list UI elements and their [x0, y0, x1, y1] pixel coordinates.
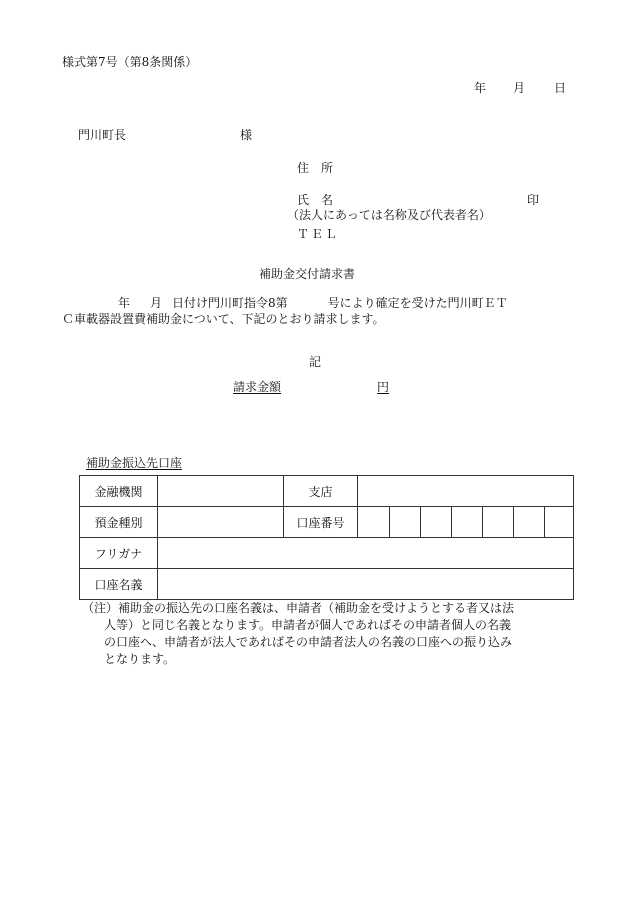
body-month: 月: [150, 296, 163, 310]
note-line-3: の口座へ、申請者が法人であればその申請者法人の名義の口座への振り込み: [104, 635, 513, 649]
account-name-field[interactable]: [158, 569, 574, 600]
account-digit-4[interactable]: [452, 507, 483, 538]
account-digit-5[interactable]: [483, 507, 514, 538]
account-number-label: 口座番号: [284, 507, 358, 538]
body-line1-end: 号により確定を受けた門川町ＥＴ: [327, 296, 508, 310]
name-label: 氏 名: [297, 193, 334, 207]
request-line-1: [62, 295, 577, 311]
account-digit-1[interactable]: [358, 507, 390, 538]
date-day-label: 日: [554, 81, 567, 95]
form-number-label: 様式第7号（第8条関係）: [62, 55, 198, 69]
note-line-2: 人等）と同じ名義となります。申請者が個人であればその申請者個人の名義: [104, 618, 512, 632]
amount-label: 請求金額: [233, 380, 282, 394]
table-row: [80, 538, 574, 569]
address-label: 住 所: [297, 161, 334, 175]
addressee-honorific: 様: [240, 128, 253, 142]
institution-label: 金融機関: [80, 476, 158, 507]
account-digit-6[interactable]: [514, 507, 545, 538]
deposit-type-label: 預金種別: [80, 507, 158, 538]
note-line-4: となります。: [104, 652, 176, 666]
table-row: [80, 476, 574, 507]
branch-field[interactable]: [358, 476, 574, 507]
addressee-name: 門川町長: [78, 128, 127, 142]
amount-line: [233, 380, 389, 395]
branch-label: 支店: [284, 476, 358, 507]
request-line-2: Ｃ車載器設置費補助金について、下記のとおり請求します。: [62, 312, 385, 326]
furigana-field[interactable]: [158, 538, 574, 569]
corporate-note: （法人にあっては名称及び代表者名）: [287, 208, 491, 222]
table-row: [80, 507, 574, 538]
account-digit-7[interactable]: [545, 507, 574, 538]
table-row: [80, 569, 574, 600]
bank-account-table: [79, 475, 574, 600]
body-year: 年: [118, 296, 131, 310]
institution-field[interactable]: [158, 476, 284, 507]
deposit-type-field[interactable]: [158, 507, 284, 538]
ki-heading: 記: [309, 355, 322, 369]
document-title: 補助金交付請求書: [259, 267, 356, 281]
account-name-label: 口座名義: [80, 569, 158, 600]
account-digit-2[interactable]: [390, 507, 421, 538]
tel-label: ＴＥＬ: [297, 227, 340, 241]
note-line-1: （注）補助金の振込先の口座名義は、申請者（補助金を受けようとする者又は法: [82, 601, 515, 615]
account-digit-3[interactable]: [421, 507, 452, 538]
date-month-label: 月: [513, 81, 526, 95]
furigana-label: フリガナ: [80, 538, 158, 569]
body-directive: 日付け門川町指令8第: [172, 296, 288, 310]
note-block: [82, 600, 574, 668]
request-paragraph: [62, 295, 577, 327]
bank-section-title: 補助金振込先口座: [86, 456, 183, 470]
date-year-label: 年: [474, 81, 487, 95]
seal-mark: 印: [527, 193, 540, 207]
amount-unit: 円: [377, 380, 390, 394]
